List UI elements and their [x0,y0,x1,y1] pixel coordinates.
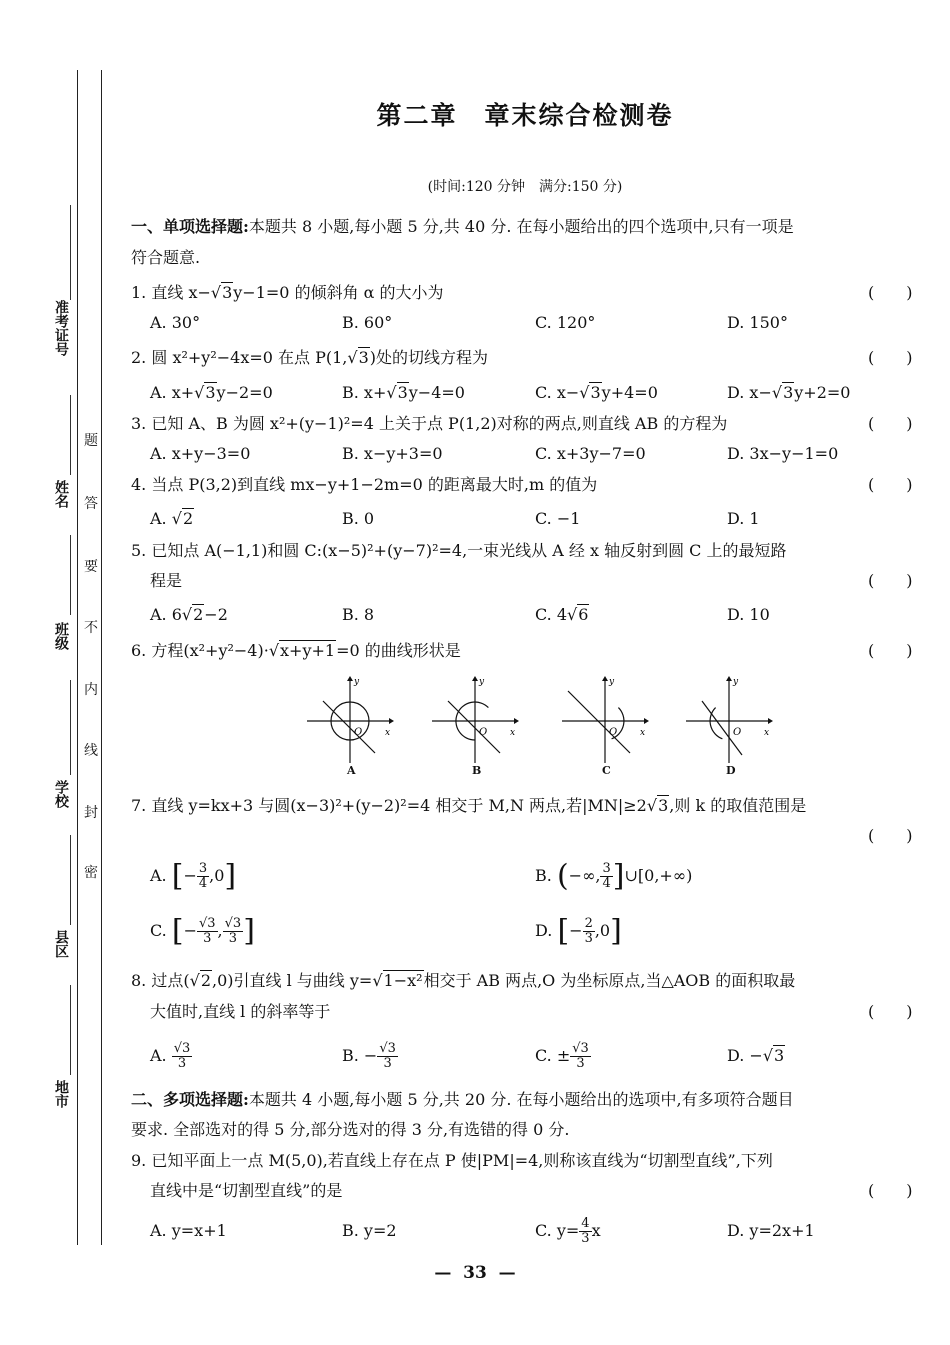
section-title: 二、多项选择题: [131,1090,249,1109]
option-a: A. 30° [150,313,201,332]
seal-char: 不 [84,620,98,636]
stem-part: 2. 圆 x²+y²−4x=0 在点 P(1, [131,348,348,367]
question-stem-cont: 程是 [150,571,183,590]
denominator: 3 [383,1056,392,1071]
opt-label: A. [150,1046,172,1065]
graph-label-a: A [347,764,356,777]
axis-x-label: x [640,728,646,738]
radicand: x+y+1 [280,641,336,660]
numerator: √3 [379,1041,396,1056]
answer-parentheses: ( ) [868,283,913,302]
axis-x-label: x [510,728,516,738]
origin-label: O [733,727,742,738]
answer-parentheses: ( ) [868,1002,913,1021]
numerator: √3 [224,916,242,931]
stem-part: ,则 k 的取值范围是 [669,796,807,815]
option-d: D. 3x−y−1=0 [727,444,839,463]
stem-part: 8. 过点( [131,971,190,990]
section-heading [131,1089,794,1111]
radicand: 3 [358,348,369,367]
field-line [70,680,71,775]
stem-part: 6. 方程(x²+y²−4)· [131,641,269,660]
answer-parentheses: ( ) [868,1181,913,1200]
option-d: D. 1 [727,509,760,528]
question-stem: 1. 直线 x−√3y−1=0 的倾斜角 α 的大小为 [131,283,444,302]
origin-label: O [354,727,363,738]
seal-char: 要 [84,559,98,575]
radicand: 3 [205,383,216,402]
denominator: 3 [228,931,238,946]
option-d: D. 150° [727,313,788,332]
stem-part: 1. 直线 x− [131,283,211,302]
graph-option-b [430,675,520,765]
section-instructions-cont: 符合题意. [131,248,201,267]
option-b: B. y=2 [342,1221,397,1240]
option-c [535,1038,591,1074]
opt-part: −∞, [568,866,601,885]
radicand: 2 [182,509,194,528]
radicand: 3 [222,283,233,302]
graph-label-d: D [726,764,736,777]
question-stem: 4. 当点 P(3,2)到直线 mx−y+1−2m=0 的距离最大时,m 的值为 [131,475,598,494]
seal-char: 题 [84,433,98,449]
denominator: 3 [177,1056,187,1071]
question-stem: 7. 直线 y=kx+3 与圆(x−3)²+(y−2)²=4 相交于 M,N 两点,若|MN|≥2√3,则 k 的取值范围是 [131,796,807,815]
radicand: 3 [774,1046,785,1065]
radicand: 3 [590,383,601,402]
option-c: C. [− $\frac{√3}{3}$ , $\frac{√3}{3}$ ] [150,913,255,949]
field-line [70,535,71,615]
option-b: B. 60° [342,313,393,332]
field-name: 姓名 [53,480,69,508]
stem-part: y−1=0 的倾斜角 α 的大小为 [233,283,444,302]
option-d: D. x−√3y+2=0 [727,383,851,402]
answer-parentheses: ( ) [868,475,913,494]
opt-part: y−4=0 [408,383,465,402]
option-d: D. −√3 [727,1046,785,1065]
opt-label: C. ± [535,1046,571,1065]
question-stem: 8. 过点(√2,0)引直线 l 与曲线 y=√1−x²相交于 AB 两点,O 为坐标原点,当△AOB 的面积取最 [131,971,796,990]
stem-part: 7. 直线 y=kx+3 与圆(x−3)²+(y−2)²=4 相交于 M,N 两点,若|MN|≥2 [131,796,647,815]
option-a [150,1038,192,1074]
option-d: D. 10 [727,605,770,624]
opt-part: y−2=0 [216,383,273,402]
stem-part: =0 的曲线形状是 [336,641,461,660]
opt-part: −2 [204,605,228,624]
opt-part: D. − [727,1046,763,1065]
margin-rule-inner [101,70,102,1245]
opt-part: − [183,866,197,885]
axis-x-label: x [385,728,391,738]
opt-label: B. [535,866,557,885]
page-number: — 33 — [434,1263,516,1283]
graph-option-d [684,675,774,765]
question-stem: 6. 方程(x²+y²−4)·√x+y+1=0 的曲线形状是 [131,641,461,660]
opt-part: ,0 [594,921,611,940]
answer-parentheses: ( ) [868,571,913,590]
fraction [197,917,218,946]
option-a: A. 6√2−2 [150,605,228,624]
option-c: C. 4√6 [535,605,589,624]
field-city: 地市 [53,1080,69,1108]
question-stem: 5. 已知点 A(−1,1)和圆 C:(x−5)²+(y−7)²=4,一束光线从 A 经 x 轴反射到圆 C 上的最短路 [131,541,787,560]
denominator: 3 [584,931,593,946]
option-c: C. x−√3y+4=0 [535,383,658,402]
field-line [70,205,71,300]
opt-part: A. x+ [150,383,195,402]
section-instructions: 本题共 4 小题,每小题 5 分,共 20 分. 在每小题给出的选项中,有多项符合题目 [248,1090,794,1109]
radicand: 3 [783,383,794,402]
field-line [70,985,71,1075]
option-a: A. x+√3y−2=0 [150,383,273,402]
question-stem: 3. 已知 A、B 为圆 x²+(y−1)²=4 上关于点 P(1,2)对称的两点,则直线 AB 的方程为 [131,414,728,433]
graph-option-a [305,675,395,765]
opt-label: A. [150,866,172,885]
field-school: 学校 [53,780,69,808]
axis-y-label: y [479,677,485,687]
fraction [197,862,209,891]
opt-label: B. − [342,1046,378,1065]
numerator: √3 [198,916,216,931]
answer-parentheses: ( ) [868,641,913,660]
option-c: C. 120° [535,313,596,332]
graph-label-b: B [472,764,482,777]
numerator: 4 [581,1216,590,1231]
option-d: D. y=2x+1 [727,1221,815,1240]
radicand: 6 [578,605,589,624]
field-county: 县区 [53,930,69,958]
seal-char: 内 [84,682,98,698]
seal-char: 密 [84,865,98,881]
numerator: 2 [584,916,593,931]
denominator: 4 [602,876,611,891]
fraction [223,917,244,946]
radicand: 2 [200,971,211,990]
option-b: B. 8 [342,605,375,624]
section-instructions-cont: 要求. 全部选对的得 5 分,部分选对的得 3 分,有选错的得 0 分. [131,1120,570,1139]
fraction [570,1042,591,1071]
fraction [583,917,595,946]
stem-part: 相交于 AB 两点,O 为坐标原点,当△AOB 的面积取最 [423,971,796,990]
graph-label-c: C [602,764,611,777]
denominator: 3 [576,1056,585,1071]
opt-part: D. x− [727,383,772,402]
option-b: B. 0 [342,509,375,528]
option-b: B. x−y+3=0 [342,444,443,463]
option-a: A. x+y−3=0 [150,444,251,463]
graph-option-c [560,675,650,765]
option-c: C. −1 [535,509,581,528]
section-title: 一、单项选择题: [131,217,249,236]
fraction [377,1042,398,1071]
stem-part: ,0)引直线 l 与曲线 y= [212,971,373,990]
exam-info: (时间:120 分钟 满分:150 分) [427,179,623,195]
fraction [600,862,612,891]
field-class: 班级 [53,622,69,650]
denominator: 4 [198,876,208,891]
answer-parentheses: ( ) [868,414,913,433]
section-instructions: 本题共 8 小题,每小题 5 分,共 40 分. 在每小题给出的四个选项中,只有一项是 [248,217,794,236]
option-d: D. [− $\frac{2}{3}$ ,0] [535,913,622,949]
numerator: 3 [602,861,611,876]
origin-label: O [479,727,488,738]
option-a: A. [− $\frac{3}{4}$ ,0] [150,858,237,894]
axis-y-label: y [733,677,739,687]
fraction [172,1042,193,1071]
radicand: 3 [658,796,669,815]
seal-char: 线 [84,743,98,759]
radicand: 3 [397,383,408,402]
option-a: A. y=x+1 [150,1221,227,1240]
numerator: √3 [572,1041,589,1056]
axis-x-label: x [764,728,770,738]
question-stem: 2. 圆 x²+y²−4x=0 在点 P(1,√3)处的切线方程为 [131,348,489,367]
stem-part: )处的切线方程为 [369,348,489,367]
field-line [70,395,71,475]
page-title: 第二章 章末综合检测卷 [376,101,674,130]
seal-char: 答 [84,496,98,512]
origin-label: O [609,727,618,738]
option-c [535,1213,601,1249]
opt-part: y+4=0 [601,383,658,402]
question-stem-cont: 直线中是“切割型直线”的是 [150,1181,343,1200]
opt-part: B. x+ [342,383,387,402]
field-line [70,835,71,925]
option-c: C. x+3y−7=0 [535,444,646,463]
option-b [342,1038,398,1074]
option-b: B. (−∞, $\frac{3}{4}$ ]∪[0,+∞) [535,858,693,894]
fraction [579,1217,591,1246]
margin-rule-outer [77,70,78,1245]
opt-part: C. x− [535,383,580,402]
section-heading [131,216,794,238]
question-stem-cont: 大值时,直线 l 的斜率等于 [150,1002,331,1021]
opt-label: C. [150,921,172,940]
option-a: A. √2 [150,509,194,528]
answer-parentheses: ( ) [868,826,913,845]
opt-part: ,0 [209,866,225,885]
radicand: 2 [193,605,204,624]
opt-part: A. 6 [150,605,182,624]
opt-part: C. 4 [535,605,568,624]
denominator: 3 [581,1231,590,1246]
opt-part: A. [150,509,172,528]
opt-part: y+2=0 [794,383,851,402]
answer-parentheses: ( ) [868,348,913,367]
opt-part: C. y= [535,1221,580,1240]
opt-part: ∪[0,+∞) [624,866,693,885]
seal-char: 封 [84,805,98,821]
field-exam-id: 准考证号 [53,300,69,356]
opt-part: x [591,1221,601,1240]
numerator: √3 [173,1041,191,1056]
opt-label: D. [535,921,558,940]
option-b: B. x+√3y−4=0 [342,383,465,402]
radicand: 1−x² [383,971,423,990]
axis-y-label: y [609,677,615,687]
denominator: 3 [203,931,212,946]
axis-y-label: y [354,677,360,687]
numerator: 3 [198,861,208,876]
question-stem: 9. 已知平面上一点 M(5,0),若直线上存在点 P 使|PM|=4,则称该直线为“切割型直线”,下列 [131,1151,773,1170]
